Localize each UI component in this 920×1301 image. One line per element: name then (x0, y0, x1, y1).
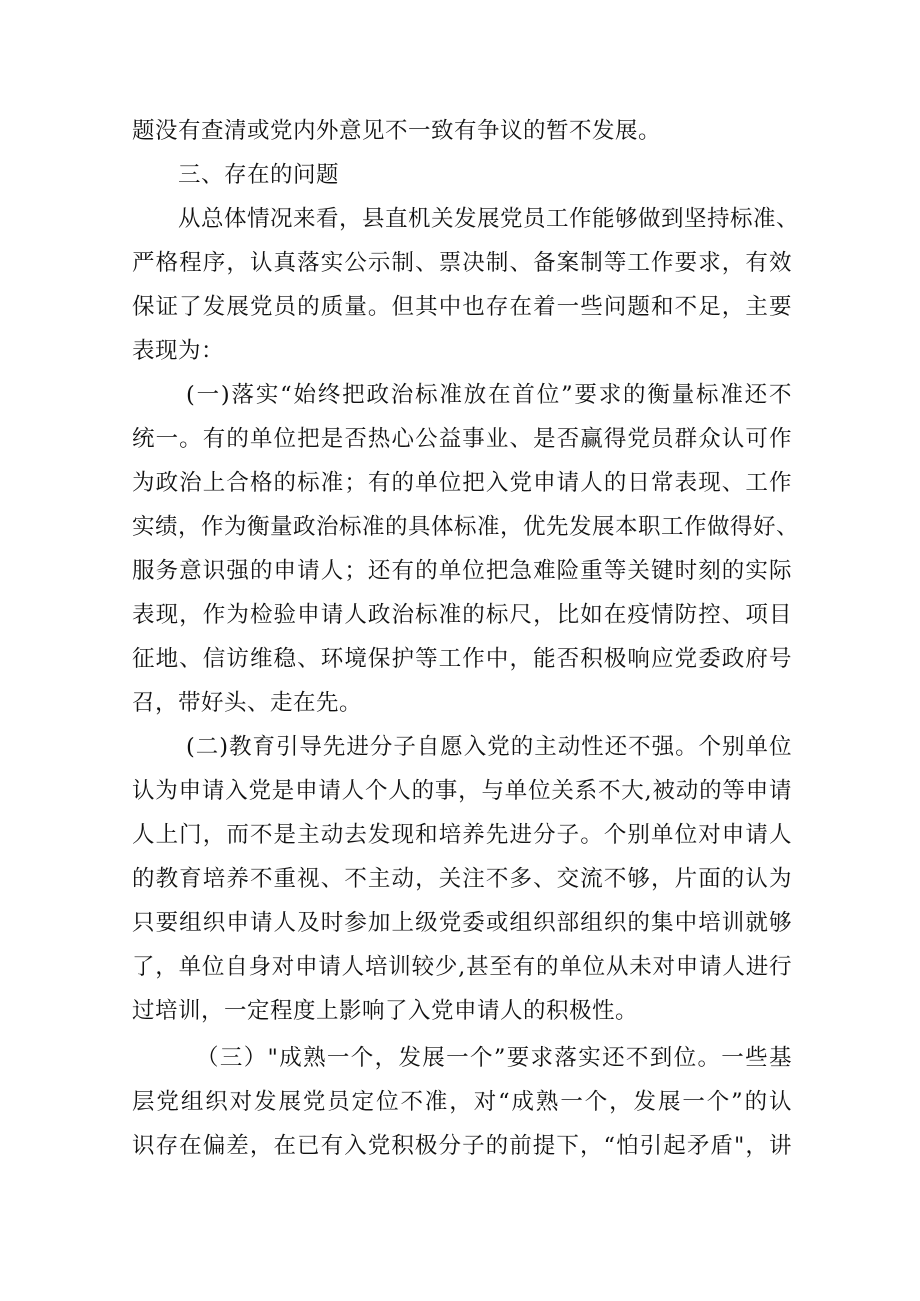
text-line: 严格程序，认真落实公示制、票决制、备案制等工作要求，有效 (132, 250, 792, 276)
text-line: 的教育培养不重视、不主动，关注不多、交流不够，片面的认为 (132, 866, 792, 892)
text-line: 过培训，一定程度上影响了入党申请人的积极性。 (132, 998, 639, 1024)
section-heading: 三、存在的问题 (178, 162, 340, 188)
text-line: 层党组织对发展党员定位不准，对“成熟一个，发展一个”的认 (132, 1089, 792, 1115)
text-line: 认为申请入党是申请人个人的事，与单位关系不大,被动的等申请 (132, 778, 792, 804)
text-line: 了，单位自身对申请人培训较少,甚至有的单位从未对申请人进行 (132, 954, 792, 980)
text-line: 为政治上合格的标准；有的单位把入党申请人的日常表现、工作 (132, 470, 792, 496)
subsection-heading-1: (一)落实“始终把政治标准放在首位”要求的衡量标准还不 (186, 382, 792, 408)
text-line: 人上门，而不是主动去发现和培养先进分子。个别单位对申请人 (132, 822, 792, 848)
text-line: 服务意识强的申请人；还有的单位把急难险重等关键时刻的实际 (132, 558, 792, 584)
text-line: 召，带好头、走在先。 (132, 690, 363, 716)
text-line: 题没有查清或党内外意见不一致有争议的暂不发展。 (132, 118, 662, 144)
text-line: 表现，作为检验申请人政治标准的标尺，比如在疫情防控、项目 (132, 602, 792, 628)
text-line: 统一。有的单位把是否热心公益事业、是否赢得党员群众认可作 (132, 426, 792, 452)
subsection-heading-3: （三）"成熟一个，发展一个”要求落实还不到位。一些基 (196, 1045, 792, 1071)
text-line: 识存在偏差，在已有入党积极分子的前提下，“怕引起矛盾"，讲 (132, 1133, 792, 1159)
text-line: 只要组织申请人及时参加上级党委或组织部组织的集中培训就够 (132, 910, 792, 936)
text-line: 保证了发展党员的质量。但其中也存在着一些问题和不足，主要 (132, 294, 792, 320)
subsection-heading-2: (二)教育引导先进分子自愿入党的主动性还不强。个别单位 (186, 734, 792, 760)
text-line: 实绩，作为衡量政治标准的具体标准，优先发展本职工作做得好、 (132, 514, 800, 540)
text-line: 表现为： (132, 338, 225, 364)
text-line: 从总体情况来看，县直机关发展党员工作能够做到坚持标准、 (178, 206, 800, 232)
text-line: 征地、信访维稳、环境保护等工作中，能否积极响应党委政府号 (132, 646, 792, 672)
